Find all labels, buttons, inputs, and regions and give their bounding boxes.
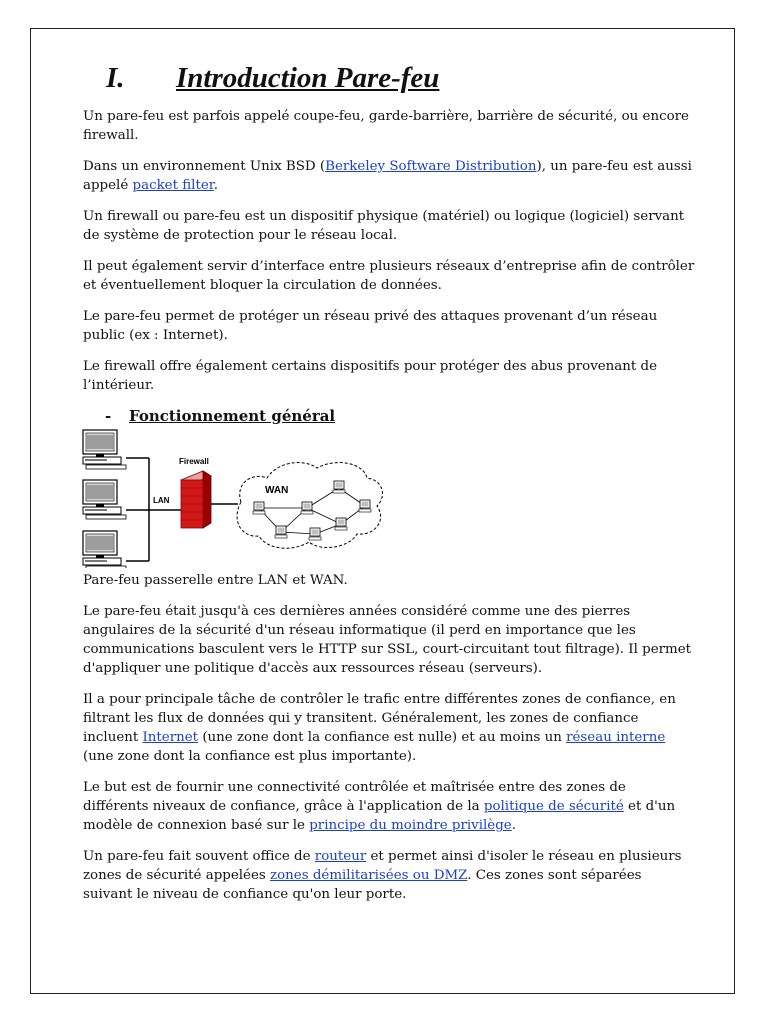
lan-computer-3 bbox=[83, 531, 126, 568]
page-title bbox=[106, 62, 439, 95]
lan-computer-2 bbox=[83, 480, 126, 519]
lan-bus bbox=[126, 458, 185, 561]
body-paragraph-2: Il a pour principale tâche de contrôler le trafic entre différentes zones de confiance, en filtrant les flux de données qui y transitent. Généralement, les zones de confiance incluent Internet (une zone dont la confiance est nulle) et au moins un réseau interne (une zone dont la confiance est plus importante). bbox=[83, 692, 676, 764]
intro-paragraph-6: Le firewall offre également certains dispositifs pour protéger des abus provenant de l’intérieur. bbox=[83, 359, 658, 393]
network-diagram bbox=[81, 428, 441, 568]
body-paragraph-4: Un pare-feu fait souvent office de routeur et permet ainsi d'isoler le réseau en plusieurs zones de sécurité appelées zones démilitarisées ou DMZ. Ces zones sont séparées suivant le niveau de confiance qu'on leur porte. bbox=[83, 849, 682, 902]
intro-paragraph-3: Un firewall ou pare-feu est un dispositif physique (matériel) ou logique (logiciel) servant de système de protection pour le réseau local. bbox=[83, 209, 685, 243]
link-principe-du-moindre-privilege[interactable]: principe du moindre privilège bbox=[309, 818, 512, 833]
intro-paragraph-1: Un pare-feu est parfois appelé coupe-feu, garde-barrière, barrière de sécurité, ou encore firewall. bbox=[83, 109, 689, 143]
wan-label: WAN bbox=[265, 485, 289, 496]
section-title: Fonctionnement général bbox=[129, 407, 336, 425]
intro-paragraph-2: Dans un environnement Unix BSD (Berkeley Software Distribution), un pare-feu est aussi appelé packet filter. bbox=[83, 159, 692, 193]
body-paragraph-3: Le but est de fournir une connectivité contrôlée et maîtrisée entre des zones de différents niveaux de confiance, grâce à l'application de la politique de sécurité et d'un modèle de connexion basé sur le principe du moindre privilège. bbox=[83, 780, 676, 833]
link-zones-demilitarisees[interactable]: zones démilitarisées ou DMZ bbox=[270, 868, 468, 883]
link-internet[interactable]: Internet bbox=[142, 730, 199, 745]
link-politique-de-securite[interactable]: politique de sécurité bbox=[483, 799, 624, 814]
firewall-icon bbox=[181, 471, 211, 528]
firewall-label: Firewall bbox=[179, 457, 209, 466]
link-reseau-interne[interactable]: réseau interne bbox=[566, 730, 666, 745]
link-berkeley-software-distribution[interactable]: Berkeley Software Distribution bbox=[325, 159, 537, 174]
diagram-caption: Pare-feu passerelle entre LAN et WAN. bbox=[83, 573, 348, 588]
title-text: Introduction Pare-feu bbox=[176, 62, 440, 94]
body-paragraph-1: Le pare-feu était jusqu'à ces dernières années considéré comme une des pierres angulaires de la sécurité d'un réseau informatique (il perd en importance que les communications basculent vers le HTTP sur SSL, court-circuitant tout filtrage). Il permet d'appliquer une politique d'accès aux ressources réseau (serveurs). bbox=[83, 604, 692, 676]
lan-computer-1 bbox=[83, 430, 126, 469]
content bbox=[83, 107, 695, 916]
section-number: I. bbox=[106, 62, 125, 94]
intro-paragraph-4: Il peut également servir d’interface entre plusieurs réseaux d’entreprise afin de contrôler et éventuellement bloquer la circulation de données. bbox=[83, 259, 695, 293]
section-heading: - Fonctionnement général bbox=[105, 407, 336, 425]
intro-paragraph-5: Le pare-feu permet de protéger un réseau privé des attaques provenant d’un réseau public (ex : Internet). bbox=[83, 309, 658, 343]
link-packet-filter[interactable]: packet filter bbox=[132, 178, 214, 193]
lan-label: LAN bbox=[153, 496, 170, 505]
link-routeur[interactable]: routeur bbox=[314, 849, 367, 864]
